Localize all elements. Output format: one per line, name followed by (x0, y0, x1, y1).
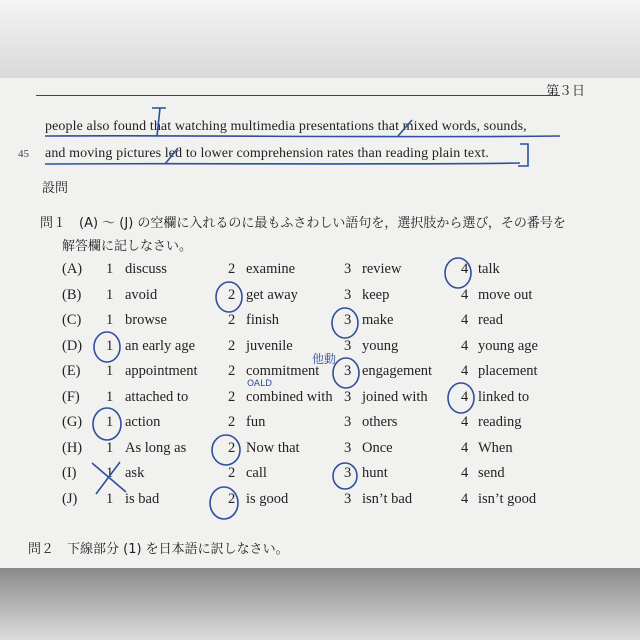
choice-text: send (478, 465, 505, 481)
choice-text: browse (125, 312, 167, 328)
choice-number: 2 (228, 490, 236, 507)
passage-line-1: people also found that watching multimedia presentations that mixed words, sounds, (45, 119, 527, 134)
choice-text: young (362, 337, 399, 354)
header-rule (36, 95, 560, 96)
choice-text: others (362, 414, 398, 430)
choice-number: 4 (461, 286, 469, 303)
choice-number: 1 (106, 388, 114, 405)
choice-number: 1 (106, 312, 114, 328)
choice-text: Once (362, 439, 393, 456)
choice-text: finish (246, 312, 280, 328)
choice-text: talk (478, 261, 500, 277)
passage-line-2: and moving pictures led to lower comprehension rates than reading plain text. (45, 146, 489, 161)
row-label: (H) (62, 439, 83, 456)
choice-number: 4 (461, 414, 469, 430)
choice-text: Now that (246, 439, 300, 456)
choice-number: 2 (228, 388, 236, 405)
choice-number: 3 (344, 337, 352, 354)
choice-text: combined with (246, 388, 333, 405)
line-number: 45 (18, 148, 29, 160)
choice-text: action (125, 414, 161, 430)
choice-number: 3 (344, 490, 352, 507)
choice-text: review (362, 261, 402, 277)
choice-number: 1 (106, 414, 114, 430)
row-label: (F) (62, 388, 80, 405)
choice-text: attached to (125, 388, 189, 405)
choice-number: 1 (106, 337, 114, 354)
underline-line-2 (45, 163, 520, 164)
choice-number: 1 (106, 465, 114, 481)
choice-number: 3 (344, 261, 352, 277)
choice-text: reading (478, 414, 522, 430)
choice-text: isn’t bad (362, 490, 413, 507)
note-oald: OALD (247, 379, 273, 389)
choice-number: 2 (228, 465, 236, 481)
choice-number: 4 (461, 363, 469, 379)
circle-answer-h (212, 435, 240, 465)
section-heading: 設問 (42, 181, 69, 196)
choice-text: linked to (478, 388, 530, 405)
choice-number: 2 (228, 312, 236, 328)
choice-number: 2 (228, 363, 236, 379)
q1-instruction-line-1: 問１ (A) ～ (J) の空欄に入れるのに最もふさわしい語句を，選択肢から選び，その番号を (40, 216, 566, 231)
choice-number: 2 (228, 439, 236, 456)
choice-text: commitment (246, 363, 320, 379)
choice-number: 3 (344, 363, 352, 379)
bracket-mark-2 (518, 144, 528, 166)
choice-number: 4 (461, 439, 469, 456)
choice-text: hunt (362, 465, 388, 481)
choice-text: is bad (125, 490, 160, 507)
choice-number: 2 (228, 414, 236, 430)
row-label: (D) (62, 337, 83, 354)
choice-number: 2 (228, 337, 236, 354)
choice-text: is good (246, 490, 289, 507)
choice-text: placement (478, 363, 538, 379)
underline-line-1 (45, 136, 560, 137)
choice-number: 3 (344, 465, 352, 481)
choice-text: juvenile (246, 337, 293, 354)
choice-number: 3 (344, 286, 352, 303)
page-label: 第３日 (545, 84, 585, 99)
choice-text: discuss (125, 261, 167, 277)
choice-text: call (246, 465, 267, 481)
choice-text: make (362, 312, 394, 328)
choice-number: 1 (106, 286, 114, 303)
choice-text: young age (478, 337, 538, 354)
choice-number: 4 (461, 465, 469, 481)
choice-number: 4 (461, 312, 469, 328)
choice-text: As long as (125, 439, 187, 456)
choice-text: avoid (125, 286, 158, 303)
choice-text: ask (125, 465, 145, 481)
q2-instruction: 問２ 下線部分 (1) を日本語に訳しなさい。 (28, 542, 289, 557)
choice-text: joined with (362, 388, 428, 405)
row-label: (G) (62, 414, 83, 430)
choice-number: 3 (344, 439, 352, 456)
choice-text: When (478, 439, 513, 456)
choice-text: move out (478, 286, 533, 303)
choice-number: 1 (106, 363, 114, 379)
choice-number: 2 (228, 261, 236, 277)
q1-instruction-line-2: 解答欄に記しなさい。 (62, 239, 193, 254)
choice-number: 4 (461, 490, 469, 507)
choice-number: 3 (344, 388, 352, 405)
row-label: (A) (62, 261, 83, 277)
choice-number: 3 (344, 414, 352, 430)
row-label: (B) (62, 286, 82, 303)
background-bottom (0, 568, 640, 640)
background-top (0, 0, 640, 78)
row-label: (I) (62, 465, 77, 481)
choice-text: get away (246, 286, 298, 303)
choice-number: 1 (106, 490, 114, 507)
document-page (0, 78, 640, 568)
row-label: (C) (62, 312, 82, 328)
row-label: (J) (62, 490, 78, 507)
choice-text: fun (246, 414, 266, 430)
choice-number: 2 (228, 286, 236, 303)
choice-number: 1 (106, 261, 114, 277)
choice-text: read (478, 312, 503, 328)
choice-number: 4 (461, 261, 469, 277)
row-label: (E) (62, 363, 81, 379)
choice-number: 4 (461, 337, 469, 354)
choice-text: examine (246, 261, 296, 277)
choice-number: 1 (106, 439, 114, 456)
choice-text: isn’t good (478, 490, 537, 507)
choice-number: 3 (344, 312, 352, 328)
note-kanji: 他動 (312, 352, 337, 366)
choice-text: engagement (362, 363, 433, 379)
choice-text: appointment (125, 363, 198, 379)
choice-text: an early age (125, 337, 196, 354)
choice-number: 4 (461, 388, 469, 405)
choice-text: keep (362, 286, 390, 303)
